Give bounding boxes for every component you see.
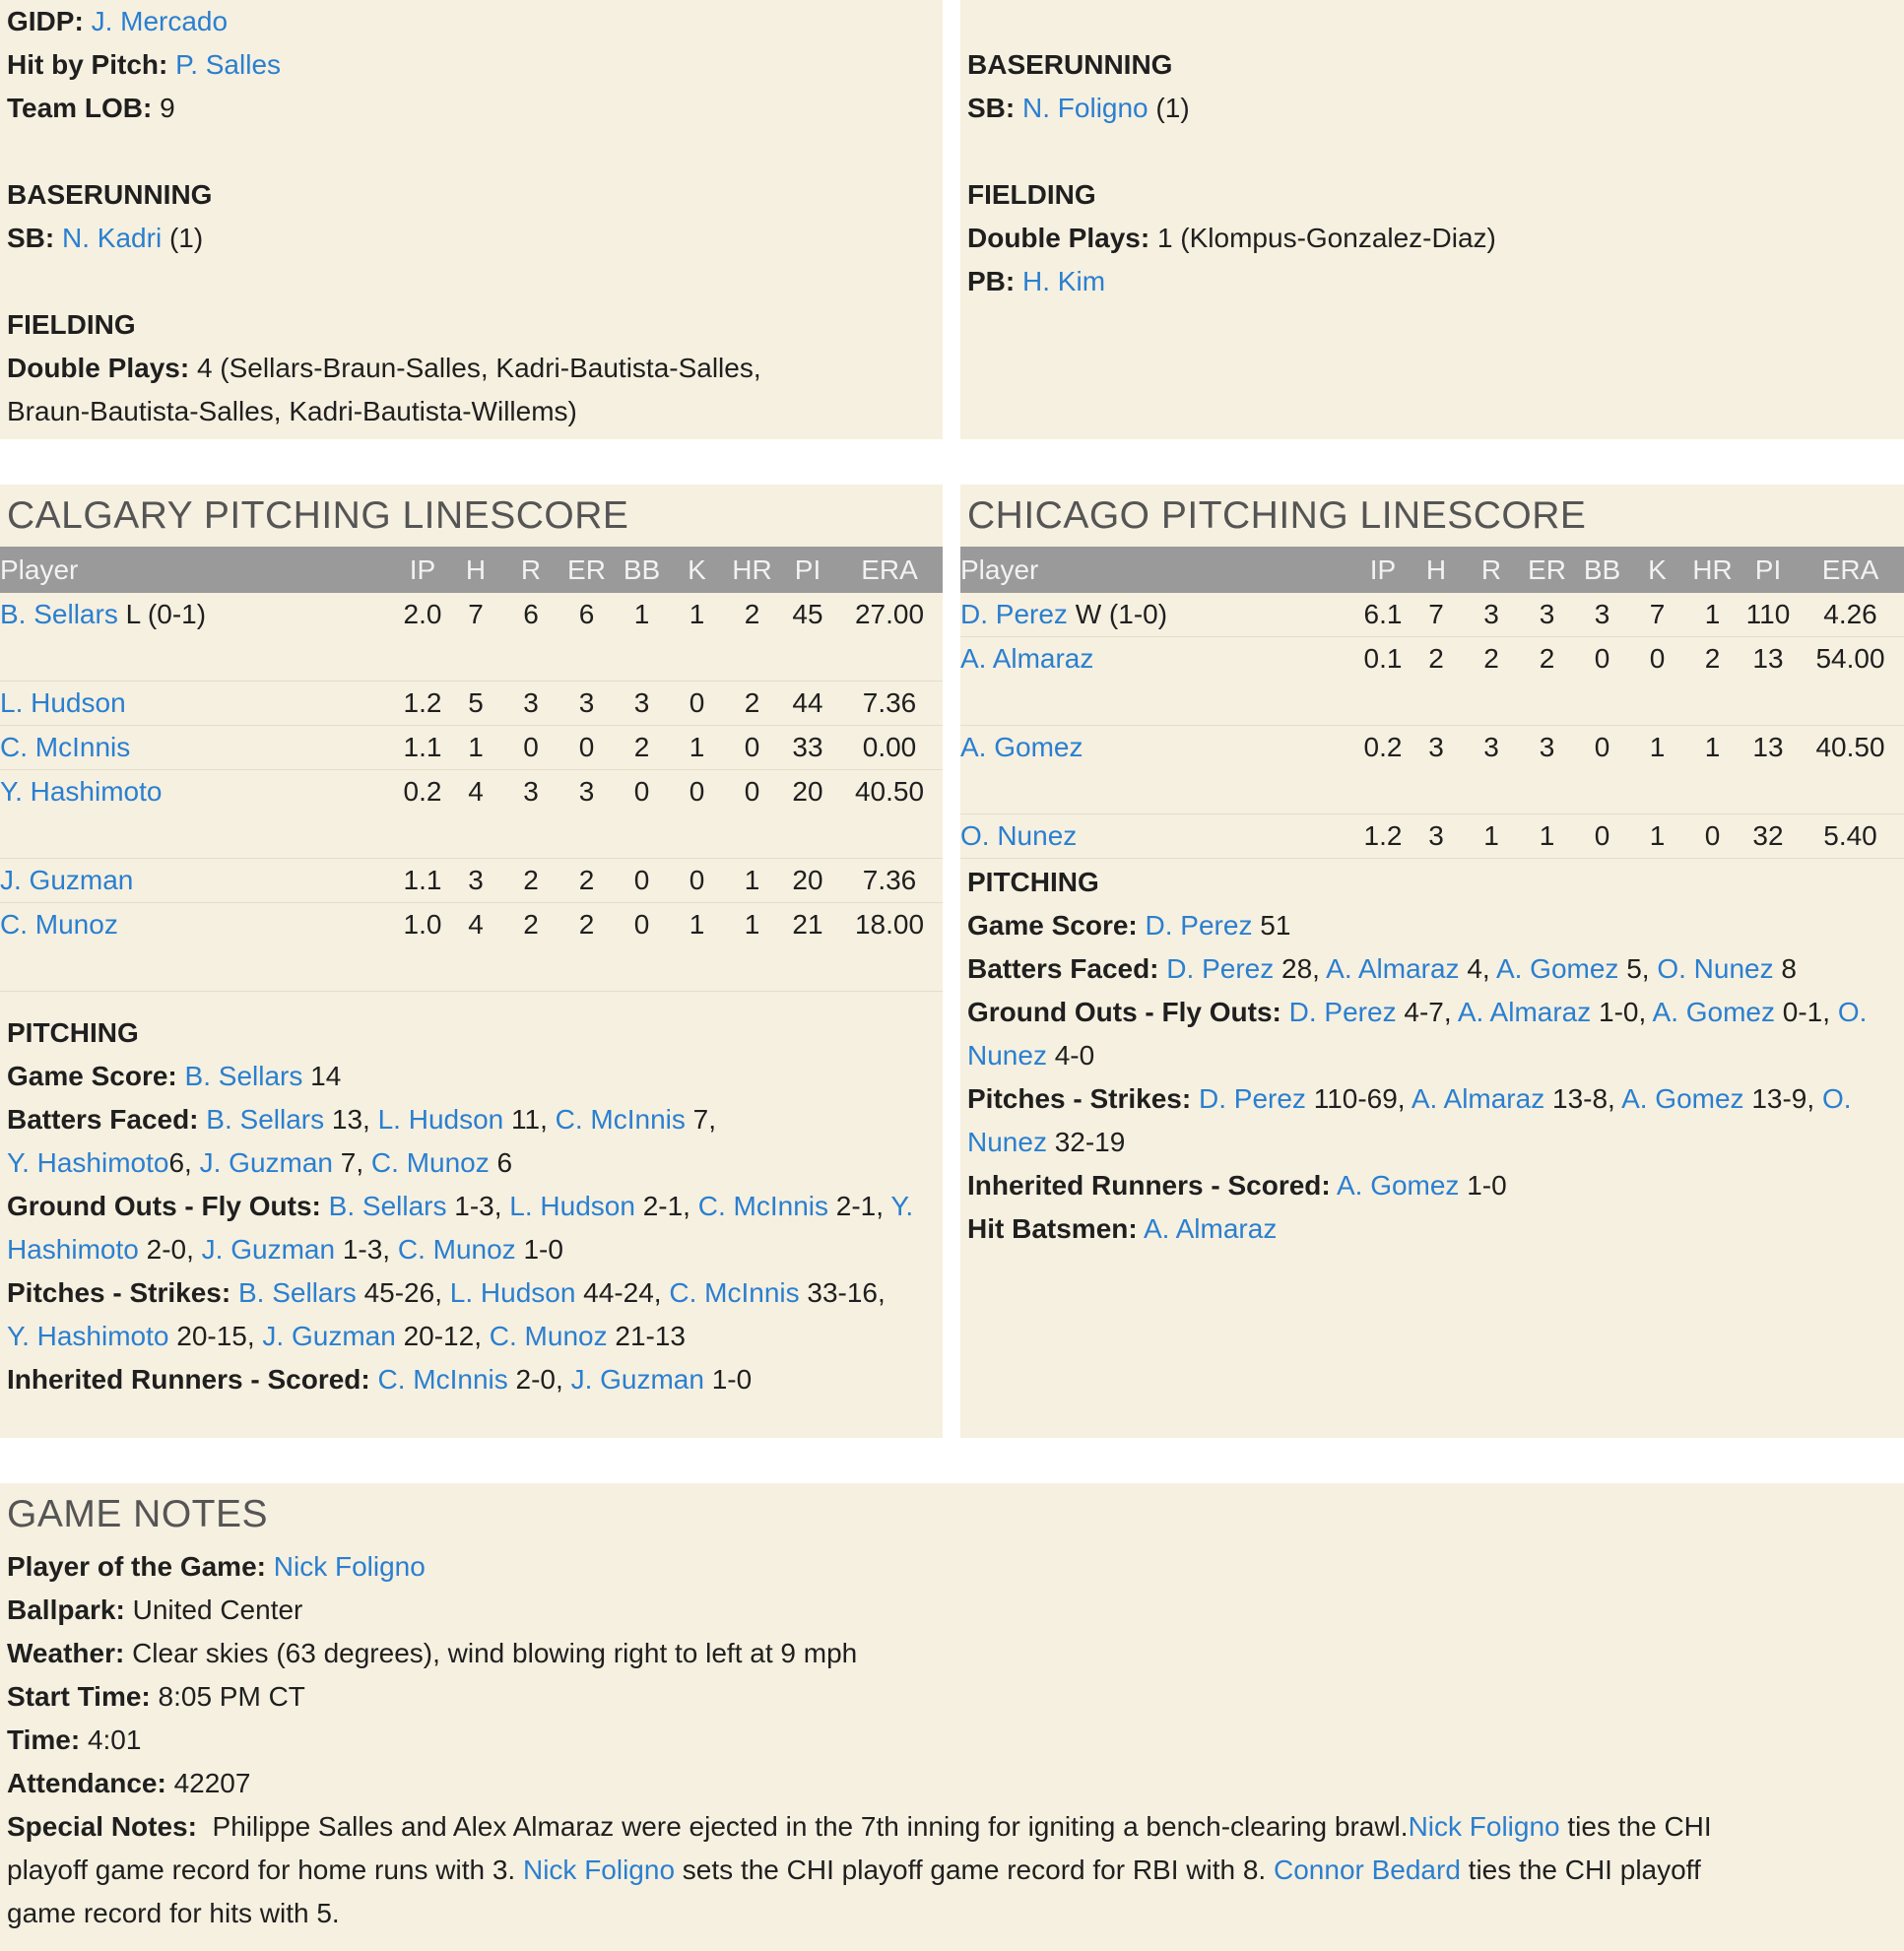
stat-cell: 1.2 [1357, 814, 1409, 859]
pitches-strikes-line: Pitches - Strikes: D. Perez 110-69, A. Almaraz 13-8, A. Gomez 13-9, O. Nunez 32-19 [967, 1083, 1852, 1157]
column-header[interactable]: Player [960, 547, 1357, 593]
groundouts-flyouts-line: Ground Outs - Fly Outs: B. Sellars 1-3, L. Hudson 2-1, C. McInnis 2-1, Y. Hashimoto 2-0, J. Guzman 1-3, C. Munoz 1-0 [7, 1191, 914, 1265]
stat-cell: 5 [448, 682, 503, 726]
player-link[interactable]: D. Perez [1145, 910, 1253, 941]
stat-cell: 4.26 [1797, 593, 1904, 637]
player-cell [0, 859, 397, 903]
stat-cell: 2 [725, 593, 779, 682]
column-header[interactable]: Player [0, 547, 397, 593]
table-header-row [960, 547, 1904, 593]
stat-cell: 2.0 [397, 593, 448, 682]
stat-cell: 3 [1409, 814, 1464, 859]
panel-title: CALGARY PITCHING LINESCORE [7, 494, 629, 537]
inherited-runners-line: Inherited Runners - Scored: C. McInnis 2-0, J. Guzman 1-0 [7, 1364, 753, 1395]
player-link[interactable]: J. Guzman [0, 865, 134, 895]
table-row [0, 859, 943, 903]
pitches-strikes-line: Pitches - Strikes: B. Sellars 45-26, L. Hudson 44-24, C. McInnis 33-16, Y. Hashimoto 20-15, J. Guzman 20-12, C. Munoz 21-13 [7, 1277, 886, 1351]
panel-title: GAME NOTES [7, 1493, 269, 1535]
player-link[interactable]: O. Nunez [960, 820, 1078, 851]
stat-cell: 1.1 [397, 859, 448, 903]
stat-cell: 7.36 [836, 859, 943, 903]
passed-ball-line: PB: H. Kim [967, 266, 1106, 296]
stat-cell: 0 [725, 770, 779, 859]
stat-cell: 7 [1629, 593, 1685, 637]
player-link[interactable]: N. Kadri [62, 223, 163, 253]
stat-cell: 1 [1685, 726, 1740, 814]
stat-cell: 20 [779, 770, 836, 859]
player-cell [960, 593, 1357, 637]
stat-cell: 0 [1575, 726, 1629, 814]
stat-cell: 1 [669, 726, 725, 770]
player-link[interactable]: B. Sellars [237, 1277, 357, 1308]
player-link[interactable]: J. Mercado [91, 6, 229, 36]
fielding-title: FIELDING [967, 179, 1096, 210]
chicago-pitching-panel [960, 485, 1904, 1438]
player-link[interactable]: C. Munoz [370, 1147, 490, 1178]
special-notes-line: Special Notes: Philippe Salles and Alex Almaraz were ejected in the 7th inning for igniting a bench-clearing brawl.Nick Foligno ties the CHI playoff game record for home runs with 3. Nick Foligno sets the CHI playoff game record for RBI with 8. Connor Bedard ties the CHI playoff game record for hits with 5. [7, 1811, 1712, 1928]
player-cell [0, 682, 397, 726]
game-notes-panel [0, 1483, 1904, 1951]
stat-cell: 13 [1740, 726, 1797, 814]
player-link[interactable]: D. Perez [1198, 1083, 1306, 1114]
player-link[interactable]: C. Munoz [489, 1321, 608, 1351]
column-header[interactable]: H [1409, 547, 1464, 593]
player-link[interactable]: Y. Hashimoto [7, 1321, 169, 1351]
player-cell [0, 726, 397, 770]
stat-cell: 13 [1740, 637, 1797, 726]
player-cell [0, 903, 397, 992]
column-header[interactable]: ER [1519, 547, 1575, 593]
double-plays-line: Double Plays: 1 (Klompus-Gonzalez-Diaz) [967, 223, 1496, 253]
player-link[interactable]: A. Almaraz [1457, 997, 1592, 1027]
player-cell [960, 637, 1357, 726]
stat-cell: 40.50 [836, 770, 943, 859]
stat-cell: 3 [558, 770, 615, 859]
player-link[interactable]: J. Guzman [199, 1147, 333, 1178]
stat-cell: 1 [725, 859, 779, 903]
player-link[interactable]: A. Gomez [1621, 1083, 1744, 1114]
stat-cell: 1 [669, 903, 725, 992]
batters-faced-line: Batters Faced: D. Perez 28, A. Almaraz 4, A. Gomez 5, O. Nunez 8 [967, 953, 1797, 984]
player-link[interactable]: Nick Foligno [522, 1854, 676, 1885]
player-link[interactable]: C. Munoz [397, 1234, 516, 1265]
table-row [0, 593, 943, 682]
player-link[interactable]: J. Guzman [201, 1234, 336, 1265]
stat-cell: 0 [1629, 637, 1685, 726]
table-row [0, 726, 943, 770]
chicago-batting-extras-panel [960, 0, 1904, 439]
player-link[interactable]: L. Hudson [449, 1277, 576, 1308]
stat-cell: 54.00 [1797, 637, 1904, 726]
fielding-title: FIELDING [7, 309, 136, 340]
pitching-linescore-table [0, 547, 943, 992]
column-header[interactable]: BB [1575, 547, 1629, 593]
stat-cell: 1.0 [397, 903, 448, 992]
stat-cell: 1.2 [397, 682, 448, 726]
ballpark-line: Ballpark: United Center [7, 1594, 303, 1625]
column-header[interactable]: ER [558, 547, 615, 593]
column-header[interactable]: ERA [836, 547, 943, 593]
stat-cell: 27.00 [836, 593, 943, 682]
decision-note: L (0-1) [117, 599, 207, 629]
sb-line: SB: N. Kadri (1) [7, 223, 204, 253]
stat-cell: 33 [779, 726, 836, 770]
stat-cell: 0 [1685, 814, 1740, 859]
stat-cell: 0 [615, 859, 669, 903]
column-header[interactable]: ERA [1797, 547, 1904, 593]
start-time-line: Start Time: 8:05 PM CT [7, 1681, 305, 1712]
player-link[interactable]: B. Sellars [184, 1061, 303, 1091]
stat-cell: 0.2 [1357, 726, 1409, 814]
stat-cell: 7.36 [836, 682, 943, 726]
player-link[interactable]: Connor Bedard [1274, 1854, 1461, 1885]
player-link[interactable]: J. Guzman [570, 1364, 704, 1395]
stat-cell: 7 [448, 593, 503, 682]
stat-cell: 2 [1685, 637, 1740, 726]
player-link[interactable]: Y. Hashimoto [0, 776, 163, 807]
player-link[interactable]: L. Hudson [509, 1191, 635, 1221]
game-score-line: Game Score: B. Sellars 14 [7, 1061, 342, 1091]
player-link[interactable]: J. Guzman [262, 1321, 396, 1351]
player-link[interactable]: Y. Hashimoto [7, 1147, 169, 1178]
double-plays-line: Double Plays: 4 (Sellars-Braun-Salles, Kadri-Bautista-Salles, [7, 353, 761, 383]
stat-cell: 2 [1519, 637, 1575, 726]
stat-cell: 0 [669, 859, 725, 903]
player-link[interactable]: A. Almaraz [1143, 1213, 1278, 1244]
stat-cell: 3 [1519, 593, 1575, 637]
stat-cell: 0 [558, 726, 615, 770]
decision-note: W (1-0) [1067, 599, 1168, 629]
table-header-row [0, 547, 943, 593]
stat-cell: 3 [1575, 593, 1629, 637]
stat-cell: 32 [1740, 814, 1797, 859]
stat-cell: 6 [503, 593, 558, 682]
stat-cell: 0 [669, 682, 725, 726]
table-row [960, 726, 1904, 814]
stat-cell: 3 [503, 682, 558, 726]
table-row [0, 903, 943, 992]
stat-cell: 1 [669, 593, 725, 682]
stat-cell: 0 [503, 726, 558, 770]
player-link[interactable]: D. Perez [1288, 997, 1397, 1027]
time-line: Time: 4:01 [7, 1724, 142, 1755]
stat-cell: 0 [725, 726, 779, 770]
stat-cell: 40.50 [1797, 726, 1904, 814]
pitching-notes [0, 1011, 943, 1401]
player-link[interactable]: A. Almaraz [1411, 1083, 1545, 1114]
stat-cell: 21 [779, 903, 836, 992]
stat-cell: 1 [1519, 814, 1575, 859]
column-header[interactable]: PI [1740, 547, 1797, 593]
column-header[interactable]: IP [397, 547, 448, 593]
player-link[interactable]: Hashimoto [7, 1234, 139, 1265]
sb-line: SB: N. Foligno (1) [967, 93, 1190, 123]
player-cell [0, 770, 397, 859]
stat-cell: 0.2 [397, 770, 448, 859]
player-link[interactable]: C. McInnis [555, 1104, 686, 1135]
groundouts-flyouts-line: Ground Outs - Fly Outs: D. Perez 4-7, A. Almaraz 1-0, A. Gomez 0-1, O. Nunez 4-0 [967, 997, 1868, 1071]
player-link[interactable]: A. Almaraz [1326, 953, 1460, 984]
stat-cell: 3 [1464, 593, 1519, 637]
hit-batsmen-line: Hit Batsmen: A. Almaraz [967, 1213, 1278, 1244]
attendance-line: Attendance: 42207 [7, 1768, 251, 1798]
stat-cell: 2 [725, 682, 779, 726]
weather-line: Weather: Clear skies (63 degrees), wind blowing right to left at 9 mph [7, 1638, 858, 1668]
player-link[interactable]: C. McInnis [669, 1277, 800, 1308]
stat-cell: 5.40 [1797, 814, 1904, 859]
player-link[interactable]: B. Sellars [328, 1191, 447, 1221]
stat-cell: 3 [503, 770, 558, 859]
stat-cell: 18.00 [836, 903, 943, 992]
stat-cell: 2 [558, 903, 615, 992]
baserunning-title: BASERUNNING [7, 179, 213, 210]
column-header[interactable]: R [1464, 547, 1519, 593]
column-header[interactable]: H [448, 547, 503, 593]
stat-cell: 45 [779, 593, 836, 682]
stat-cell: 2 [503, 859, 558, 903]
stat-cell: 1 [1685, 593, 1740, 637]
player-link[interactable]: C. McInnis [697, 1191, 828, 1221]
stat-cell: 3 [615, 682, 669, 726]
stat-cell: 1 [1629, 814, 1685, 859]
stat-cell: 0 [615, 903, 669, 992]
gidp-line: GIDP: J. Mercado [7, 6, 229, 36]
player-link[interactable]: N. Foligno [1022, 93, 1149, 123]
stat-cell: 0 [1575, 637, 1629, 726]
stat-cell: 1 [1629, 726, 1685, 814]
stat-cell: 6.1 [1357, 593, 1409, 637]
stat-cell: 2 [503, 903, 558, 992]
lob-line: Team LOB: 9 [7, 93, 175, 123]
stat-cell: 3 [1464, 726, 1519, 814]
stat-cell: 1.1 [397, 726, 448, 770]
column-header[interactable]: IP [1357, 547, 1409, 593]
game-score-line: Game Score: D. Perez 51 [967, 910, 1291, 941]
player-link[interactable]: O. [1837, 997, 1868, 1027]
player-link[interactable]: Nunez [967, 1127, 1047, 1157]
player-link[interactable]: H. Kim [1022, 266, 1106, 296]
column-header[interactable]: BB [615, 547, 669, 593]
player-link[interactable]: B. Sellars [0, 599, 118, 629]
player-link[interactable]: A. Gomez [1652, 997, 1775, 1027]
player-link[interactable]: O. [1821, 1083, 1852, 1114]
stat-cell: 44 [779, 682, 836, 726]
stat-cell: 3 [448, 859, 503, 903]
player-link[interactable]: A. Gomez [1495, 953, 1619, 984]
player-link[interactable]: A. Gomez [1336, 1170, 1460, 1201]
table-row [960, 637, 1904, 726]
inherited-runners-line: Inherited Runners - Scored: A. Gomez 1-0 [967, 1170, 1507, 1201]
column-header[interactable]: HR [1685, 547, 1740, 593]
pitching-notes [960, 861, 1904, 1251]
player-link[interactable]: O. Nunez [1657, 953, 1774, 984]
player-link[interactable]: D. Perez [1166, 953, 1275, 984]
pitching-title: PITCHING [967, 867, 1099, 897]
player-cell [960, 726, 1357, 814]
player-link[interactable]: C. Munoz [0, 909, 118, 940]
player-cell [960, 814, 1357, 859]
player-link[interactable]: B. Sellars [206, 1104, 325, 1135]
stat-cell: 1 [448, 726, 503, 770]
stat-cell: 0 [669, 770, 725, 859]
column-header[interactable]: R [503, 547, 558, 593]
column-header[interactable]: PI [779, 547, 836, 593]
stat-cell: 2 [615, 726, 669, 770]
stat-cell: 2 [558, 859, 615, 903]
player-link[interactable]: C. McInnis [377, 1364, 508, 1395]
player-link[interactable]: P. Salles [175, 49, 282, 80]
player-link[interactable]: C. McInnis [0, 732, 131, 762]
stat-cell: 6 [558, 593, 615, 682]
player-link[interactable]: Nunez [967, 1040, 1047, 1071]
stat-cell: 4 [448, 903, 503, 992]
table-row [960, 814, 1904, 859]
column-header[interactable]: K [1629, 547, 1685, 593]
calgary-batting-extras-panel [0, 0, 943, 439]
player-link[interactable]: A. Almaraz [960, 643, 1094, 674]
stat-cell: 20 [779, 859, 836, 903]
hbp-line: Hit by Pitch: P. Salles [7, 49, 282, 80]
baserunning-title: BASERUNNING [967, 49, 1173, 80]
stat-cell: 4 [448, 770, 503, 859]
player-link[interactable]: Y. [890, 1191, 914, 1221]
stat-cell: 1 [1464, 814, 1519, 859]
player-cell [0, 593, 397, 682]
column-header[interactable]: HR [725, 547, 779, 593]
stat-cell: 0.00 [836, 726, 943, 770]
panel-title: CHICAGO PITCHING LINESCORE [967, 494, 1587, 537]
stat-cell: 1 [615, 593, 669, 682]
double-plays-line-cont: Braun-Bautista-Salles, Kadri-Bautista-Willems) [7, 396, 577, 426]
table-row [0, 682, 943, 726]
player-link[interactable]: Nick Foligno [1408, 1811, 1560, 1842]
stat-cell: 3 [558, 682, 615, 726]
stat-cell: 7 [1409, 593, 1464, 637]
player-link[interactable]: Nick Foligno [273, 1551, 426, 1582]
player-link[interactable]: A. Gomez [960, 732, 1083, 762]
player-of-game-line: Player of the Game: Nick Foligno [7, 1551, 426, 1582]
stat-cell: 0 [615, 770, 669, 859]
stat-cell: 2 [1464, 637, 1519, 726]
table-row [0, 770, 943, 859]
column-header[interactable]: K [669, 547, 725, 593]
batters-faced-line: Batters Faced: B. Sellars 13, L. Hudson 11, C. McInnis 7, Y. Hashimoto6, J. Guzman 7, C. Munoz 6 [7, 1104, 724, 1178]
player-link[interactable]: L. Hudson [377, 1104, 504, 1135]
stat-cell: 3 [1409, 726, 1464, 814]
stat-cell: 2 [1409, 637, 1464, 726]
stat-cell: 3 [1519, 726, 1575, 814]
table-row [960, 593, 1904, 637]
pitching-linescore-table [960, 547, 1904, 859]
pitching-title: PITCHING [7, 1017, 139, 1048]
player-link[interactable]: L. Hudson [0, 687, 126, 718]
calgary-pitching-panel [0, 485, 943, 1438]
stat-cell: 1 [725, 903, 779, 992]
stat-cell: 110 [1740, 593, 1797, 637]
stat-cell: 0.1 [1357, 637, 1409, 726]
stat-cell: 0 [1575, 814, 1629, 859]
player-link[interactable]: D. Perez [960, 599, 1068, 629]
